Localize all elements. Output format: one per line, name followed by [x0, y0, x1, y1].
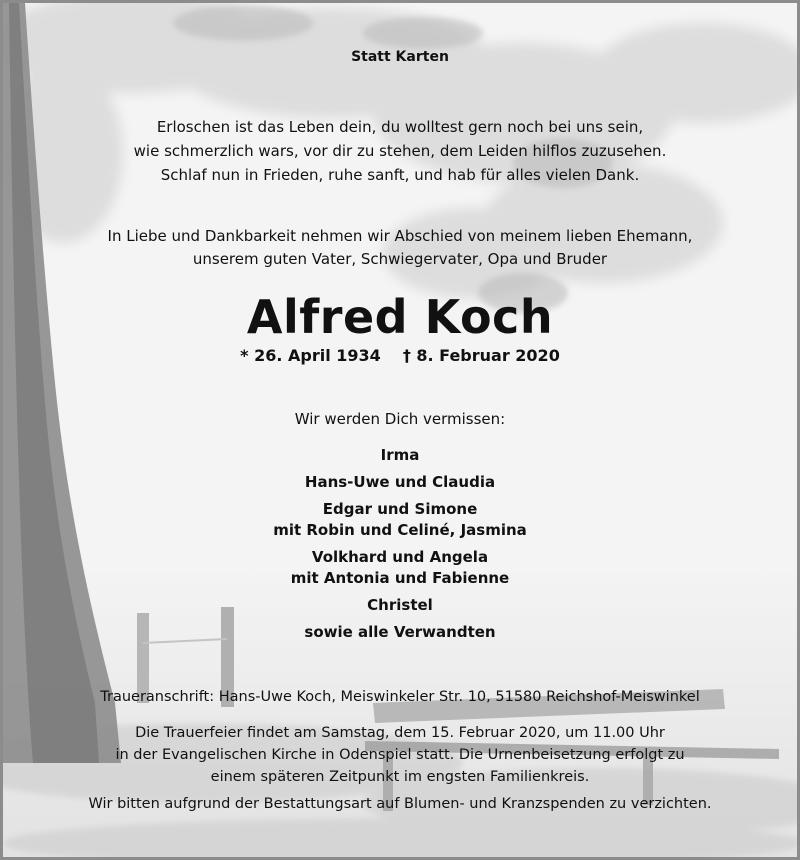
notice-header: Statt Karten: [351, 49, 449, 65]
mourning-address: Traueranschrift: Hans-Uwe Koch, Meiswinkeler Str. 10, 51580 Reichshof-Meiswinkel: [100, 689, 700, 705]
ceremony-line: einem späteren Zeitpunkt im engsten Familienkreis.: [210, 769, 590, 785]
ceremony-line: in der Evangelischen Kirche in Odenspiel statt. Die Urnenbeisetzung erfolgt zu: [115, 747, 685, 763]
farewell-intro: [3, 225, 797, 271]
birth-date: * 26. April 1934: [240, 346, 381, 365]
mourner-entry: [3, 595, 797, 616]
intro-line: In Liebe und Dankbarkeit nehmen wir Abschied von meinem lieben Ehemann,: [107, 227, 693, 245]
mourner-sub: mit Robin und Celiné, Jasmina: [273, 521, 527, 539]
donation-request: Wir bitten aufgrund der Bestattungsart auf Blumen- und Kranzspenden zu verzichten.: [88, 796, 712, 812]
mourner-entry: [3, 622, 797, 643]
ceremony-line: Die Trauerfeier findet am Samstag, dem 15. Februar 2020, um 11.00 Uhr: [135, 725, 665, 741]
mourner-main: sowie alle Verwandten: [304, 623, 496, 641]
mourner-entry: [3, 547, 797, 589]
poem-line: Erloschen ist das Leben dein, du wolltest gern noch bei uns sein,: [156, 118, 644, 136]
intro-line: unserem guten Vater, Schwiegervater, Opa und Bruder: [192, 250, 608, 268]
mourner-main: Volkhard und Angela: [311, 548, 489, 566]
mourner-main: Irma: [380, 446, 420, 464]
deceased-name: Alfred Koch: [246, 290, 554, 344]
mourners-list: [3, 445, 797, 649]
poem-line: Schlaf nun in Frieden, ruhe sanft, und hab für alles vielen Dank.: [160, 166, 640, 184]
poem: [3, 115, 797, 187]
mourner-entry: [3, 472, 797, 493]
miss-line: Wir werden Dich vermissen:: [294, 410, 506, 428]
mourner-entry: [3, 499, 797, 541]
life-dates: [3, 346, 797, 365]
mourner-entry: [3, 445, 797, 466]
mourner-sub: mit Antonia und Fabienne: [290, 569, 510, 587]
death-date: † 8. Februar 2020: [402, 346, 560, 365]
mourner-main: Christel: [367, 596, 433, 614]
mourner-main: Hans-Uwe und Claudia: [304, 473, 496, 491]
poem-line: wie schmerzlich wars, vor dir zu stehen, dem Leiden hilflos zuzusehen.: [133, 142, 667, 160]
mourner-main: Edgar und Simone: [322, 500, 478, 518]
notice-content: [3, 3, 797, 857]
ceremony-info: [3, 722, 797, 788]
